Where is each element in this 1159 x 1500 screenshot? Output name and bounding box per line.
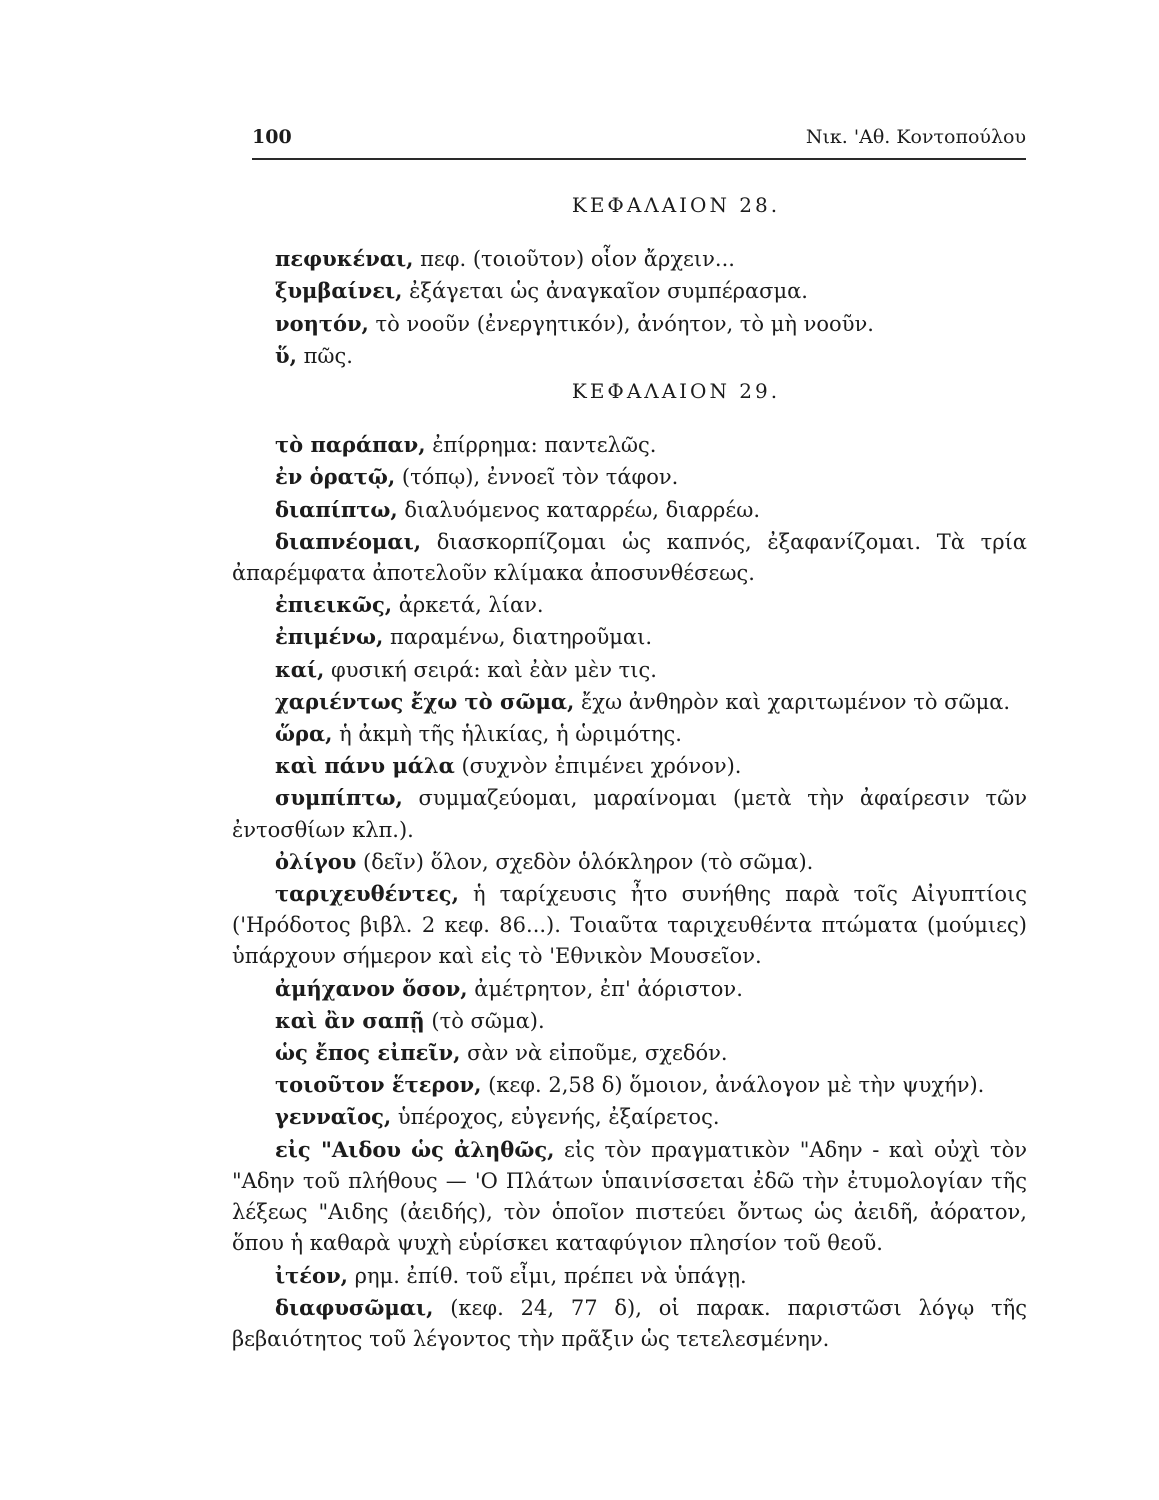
glossary-term: καί, xyxy=(275,656,325,682)
glossary-term: ὥρα, xyxy=(275,721,333,747)
glossary-definition: ἀρκετά, λίαν. xyxy=(392,593,544,618)
glossary-term: ὡς ἔπος εἰπεῖν, xyxy=(275,1040,461,1066)
glossary-term: χαριέντως ἔχω τὸ σῶμα, xyxy=(275,688,575,714)
glossary-definition: (κεφ. 2,58 δ) ὅμοιον, ἀνάλογον μὲ τὴν ψυχήν). xyxy=(481,1073,985,1098)
glossary-term: ἐπιεικῶς, xyxy=(275,592,393,618)
glossary-definition: σὰν νὰ εἰποῦμε, σχεδόν. xyxy=(460,1041,728,1066)
glossary-entry xyxy=(232,1037,1027,1069)
glossary-term: τοιοῦτον ἕτερον, xyxy=(275,1072,482,1098)
glossary-definition: ἡ ἀκμὴ τῆς ἡλικίας, ἡ ὡριμότης. xyxy=(332,722,682,747)
glossary-definition: φυσική σειρά: καὶ ἐὰν μὲν τις. xyxy=(324,657,657,682)
header-rule xyxy=(252,158,1026,160)
glossary-term: διαπνέομαι, xyxy=(275,528,422,554)
glossary-definition: πῶς. xyxy=(296,343,353,368)
glossary-definition: πεφ. (τοιοῦτον) οἷον ἄρχειν... xyxy=(413,247,735,272)
chapter-28-glossary xyxy=(275,243,1027,372)
glossary-entry xyxy=(232,275,1027,307)
glossary-definition: (κεφ. 24, 77 δ), οἱ παρακ. παριστῶσι λόγῳ τῆς βεβαιότητος τοῦ λέγοντος τὴν πρᾶξιν ὡς τετελεσμένην. xyxy=(232,1295,1027,1351)
glossary-term: ὕ, xyxy=(275,342,297,368)
page-body xyxy=(232,190,1027,1355)
page-number: 100 xyxy=(252,126,292,148)
glossary-term: εἰς "Αιδου ὡς ἀληθῶς, xyxy=(275,1136,555,1162)
glossary-entry xyxy=(232,1260,1027,1292)
glossary-definition: ὑπέροχος, εὐγενής, ἐξαίρετος. xyxy=(391,1105,720,1130)
glossary-entry xyxy=(232,1134,1027,1260)
glossary-definition: (τόπῳ), ἐννοεῖ τὸν τάφον. xyxy=(395,465,679,490)
glossary-entry xyxy=(232,526,1027,589)
glossary-definition: ἐξάγεται ὡς ἀναγκαῖον συμπέρασμα. xyxy=(402,279,808,304)
glossary-definition: ἔχω ἀνθηρὸν καὶ χαριτωμένον τὸ σῶμα. xyxy=(574,689,1011,714)
glossary-entry xyxy=(232,750,1027,782)
running-title: Νικ. 'Αθ. Κοντοπούλου xyxy=(805,126,1026,148)
glossary-term: ἐπιμένω, xyxy=(275,624,384,650)
glossary-entry xyxy=(232,654,1027,686)
glossary-term: ξυμβαίνει, xyxy=(275,278,403,304)
page-header xyxy=(252,126,1026,148)
glossary-entry xyxy=(232,308,1027,340)
glossary-term: διαφυσῶμαι, xyxy=(275,1294,434,1320)
glossary-definition: (συχνὸν ἐπιμένει χρόνον). xyxy=(454,754,742,779)
glossary-definition: ρημ. ἐπίθ. τοῦ εἶμι, πρέπει νὰ ὑπάγῃ. xyxy=(347,1263,747,1288)
chapter-heading-28: ΚΕΦΑΛΑΙΟΝ 28. xyxy=(571,193,781,217)
glossary-definition: ἡ ταρίχευσις ἦτο συνήθης παρὰ τοῖς Αἰγυπτίοις ('Ηρόδοτος βιβλ. 2 κεφ. 86...). Τοιαῦτα ταριχευθέντα πτώματα (μούμιες) ὑπάρχουν σήμερον καὶ εἰς τὸ 'Εθνικὸν Μουσεῖον. xyxy=(232,882,1027,969)
glossary-entry xyxy=(232,1101,1027,1133)
chapter-29-glossary xyxy=(232,429,1027,1355)
glossary-term: ἰτέον, xyxy=(275,1262,348,1288)
glossary-term: ὀλίγου xyxy=(275,848,357,874)
glossary-entry xyxy=(232,621,1027,653)
glossary-definition: παραμένω, διατηροῦμαι. xyxy=(383,625,653,650)
glossary-entry xyxy=(232,1292,1027,1355)
glossary-term: νοητόν, xyxy=(275,310,369,336)
chapter-heading-29: ΚΕΦΑΛΑΙΟΝ 29. xyxy=(571,379,781,404)
glossary-definition: ἐπίρρημα: παντελῶς. xyxy=(425,433,657,458)
glossary-term: γενναῖος, xyxy=(275,1104,392,1130)
glossary-entry xyxy=(232,686,1027,718)
glossary-entry xyxy=(232,718,1027,750)
glossary-term: διαπίπτω, xyxy=(275,496,398,522)
glossary-definition: εἰς τὸν πραγματικὸν "Αδην - καὶ οὐχὶ τὸν "Αδην τοῦ πλήθους — 'Ο Πλάτων ὑπαινίσσεται ἐδῶ τὴν ἐτυμολογίαν τῆς λέξεως "Αιδης (ἀειδής), τὸν ὁποῖον πιστεύει ὄντως ὡς ἀειδῆ, ἀόρατον, ὅπου ἡ καθαρὰ ψυχὴ εὑρίσκει καταφύγιον πλησίον τοῦ θεοῦ. xyxy=(232,1137,1027,1256)
glossary-entry xyxy=(232,340,1027,372)
glossary-definition: διαλυόμενος καταρρέω, διαρρέω. xyxy=(397,497,761,522)
glossary-entry xyxy=(232,973,1027,1005)
glossary-entry xyxy=(232,429,1027,461)
glossary-term: ἀμήχανον ὅσον, xyxy=(275,975,468,1001)
glossary-entry xyxy=(232,243,1027,275)
glossary-entry xyxy=(232,1005,1027,1037)
glossary-entry xyxy=(232,782,1027,845)
glossary-term: πεφυκέναι, xyxy=(275,246,414,272)
glossary-definition: διασκορπίζομαι ὡς καπνός, ἐξαφανίζομαι. Τὰ τρία ἀπαρέμφατα ἀποτελοῦν κλίμακα ἀποσυνθέσεως. xyxy=(232,529,1027,586)
glossary-definition: ἀμέτρητον, ἐπ' ἀόριστον. xyxy=(467,976,743,1001)
glossary-entry xyxy=(232,878,1027,973)
glossary-entry xyxy=(232,589,1027,621)
glossary-entry xyxy=(232,1069,1027,1101)
glossary-definition: (δεῖν) ὅλον, σχεδὸν ὁλόκληρον (τὸ σῶμα). xyxy=(356,849,814,874)
glossary-entry xyxy=(232,461,1027,493)
glossary-term: ταριχευθέντες, xyxy=(275,881,459,907)
glossary-term: καὶ ἂν σαπῇ xyxy=(275,1007,425,1033)
glossary-term: τὸ παράπαν, xyxy=(275,432,426,458)
glossary-entry xyxy=(232,494,1027,526)
glossary-term: ἐν ὁρατῷ, xyxy=(275,464,396,490)
glossary-definition: συμμαζεύομαι, μαραίνομαι (μετὰ τὴν ἀφαίρεσιν τῶν ἐντοσθίων κλπ.). xyxy=(232,786,1027,842)
glossary-definition: (τὸ σῶμα). xyxy=(424,1008,545,1033)
glossary-term: καὶ πάνυ μάλα xyxy=(275,753,455,779)
glossary-entry xyxy=(232,846,1027,878)
glossary-term: συμπίπτω, xyxy=(275,785,403,811)
glossary-definition: τὸ νοοῦν (ἐνεργητικόν), ἀνόητον, τὸ μὴ νοοῦν. xyxy=(368,311,874,336)
